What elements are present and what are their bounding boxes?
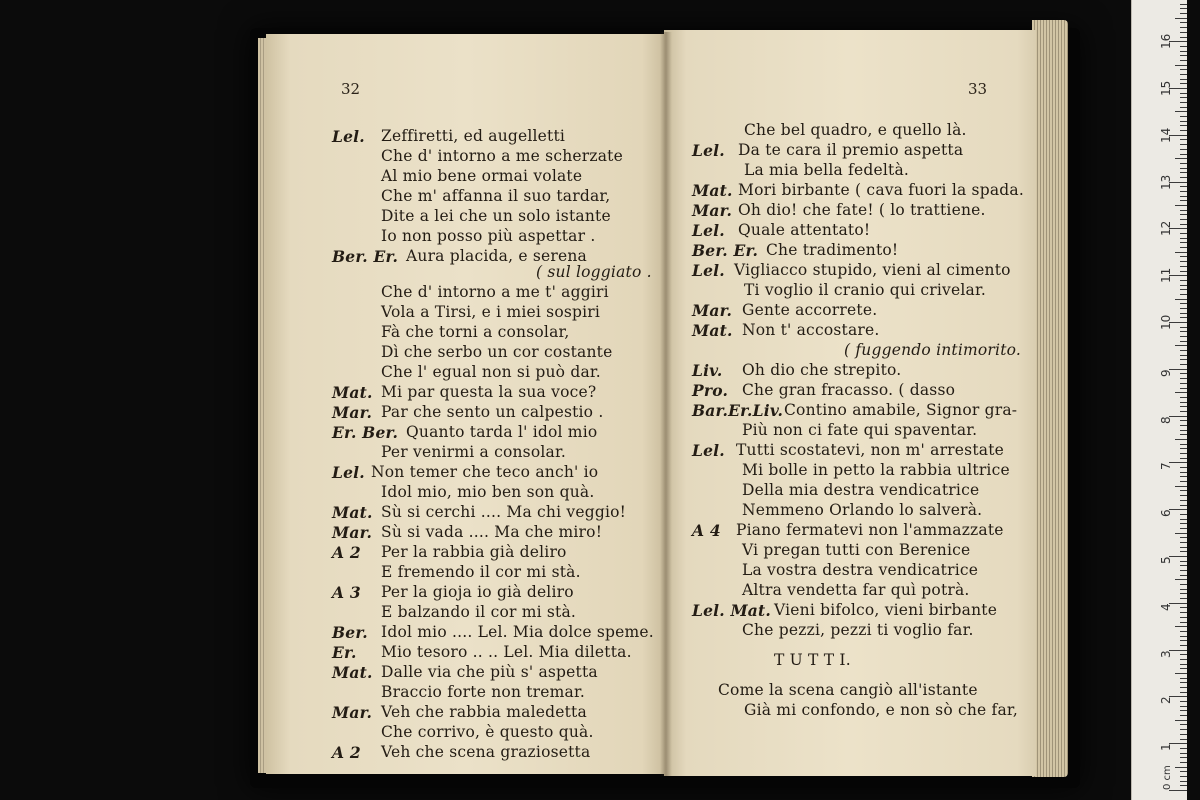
speaker-label: Ber. Er. xyxy=(332,247,399,266)
ruler-tick xyxy=(1180,214,1187,215)
ruler-tick xyxy=(1180,271,1187,272)
verse-line: Altra vendetta far quì potrà. xyxy=(742,581,970,599)
ruler-tick xyxy=(1180,233,1187,234)
ruler-tick xyxy=(1175,439,1187,440)
ruler-tick xyxy=(1180,125,1187,126)
ruler-tick xyxy=(1175,158,1187,159)
ruler-tick xyxy=(1180,448,1187,449)
ruler-tick xyxy=(1180,664,1187,665)
verse-line: Par che sento un calpestio . xyxy=(381,403,604,421)
ruler-tick xyxy=(1180,331,1187,332)
ruler-tick xyxy=(1175,345,1187,346)
ruler-tick xyxy=(1180,373,1187,374)
ruler-tick xyxy=(1180,781,1187,782)
ruler-number: 5 xyxy=(1159,556,1173,564)
verse-line: Zeffiretti, ed augelletti xyxy=(381,127,566,145)
verse-line: Dì che serbo un cor costante xyxy=(381,343,613,361)
verse-line: Che d' intorno a me scherzate xyxy=(381,147,623,165)
ruler-tick xyxy=(1180,69,1187,70)
verse-line: Io non posso più aspettar . xyxy=(381,227,596,245)
verse-line: Nemmeno Orlando lo salverà. xyxy=(742,501,983,519)
verse-line: Mi bolle in petto la rabbia ultrice xyxy=(742,461,1010,479)
ruler-tick xyxy=(1180,60,1187,61)
ruler-tick xyxy=(1180,280,1187,281)
ruler-tick xyxy=(1180,37,1187,38)
verse-line: Contino amabile, Signor gra- xyxy=(784,401,1018,419)
ruler-tick xyxy=(1180,107,1187,108)
verse-line: Più non ci fate qui spaventar. xyxy=(742,421,978,439)
speaker-label: A 2 xyxy=(332,743,361,762)
verse-line: Idol mio .... Lel. Mia dolce speme. xyxy=(381,623,654,641)
ruler-number: 3 xyxy=(1159,649,1173,658)
verse-line: Per la rabbia già deliro xyxy=(381,543,567,561)
verse-line: Che corrivo, è questo quà. xyxy=(381,723,594,741)
ruler-tick xyxy=(1180,640,1187,641)
ruler-tick xyxy=(1180,682,1187,683)
ruler-tick xyxy=(1175,392,1187,393)
ruler-tick xyxy=(1180,154,1187,155)
ruler-tick xyxy=(1180,116,1187,117)
ruler-tick xyxy=(1180,476,1187,477)
ruler-tick xyxy=(1180,383,1187,384)
verse-line: Come la scena cangiò all'istante xyxy=(718,681,978,699)
ruler-tick xyxy=(1180,32,1187,33)
verse-line: Che l' egual non si può dar. xyxy=(381,363,601,381)
ruler-tick xyxy=(1180,500,1187,501)
speaker-label: Pro. xyxy=(692,381,729,400)
verse-line: Non temer che teco anch' io xyxy=(371,463,599,481)
ruler-tick xyxy=(1180,505,1187,506)
speaker-label: Mar. xyxy=(332,403,373,422)
ruler-tick xyxy=(1180,715,1187,716)
verse-line: E balzando il cor mi stà. xyxy=(381,603,577,621)
right-page xyxy=(664,30,1036,776)
ruler-tick xyxy=(1180,79,1187,80)
right-page-edges xyxy=(1032,20,1068,777)
ruler-tick xyxy=(1180,771,1187,772)
ruler-tick xyxy=(1175,18,1187,19)
speaker-label: Lel. xyxy=(332,127,365,146)
ruler-tick xyxy=(1180,678,1187,679)
ruler-tick xyxy=(1180,102,1187,103)
ruler-tick xyxy=(1180,97,1187,98)
speaker-label: Lel. xyxy=(332,463,365,482)
speaker-label: Er. Ber. xyxy=(332,423,399,442)
ruler-tick xyxy=(1180,706,1187,707)
ruler-tick xyxy=(1180,388,1187,389)
ruler-tick xyxy=(1180,83,1187,84)
verse-line: Oh dio! che fate! ( lo trattiene. xyxy=(738,201,986,219)
ruler-tick xyxy=(1180,411,1187,412)
verse-line: Che tradimento! xyxy=(766,241,899,259)
ruler-tick xyxy=(1169,790,1187,791)
ruler-tick xyxy=(1180,27,1187,28)
stage-direction: ( sul loggiato . xyxy=(536,263,652,281)
ruler-tick xyxy=(1180,139,1187,140)
verse-line: Quanto tarda l' idol mio xyxy=(406,423,598,441)
ruler-tick xyxy=(1180,748,1187,749)
speaker-label: Lel. xyxy=(692,221,725,240)
verse-line: Per la gioja io già deliro xyxy=(381,583,574,601)
speaker-label: Mat. xyxy=(332,663,373,682)
ruler-tick xyxy=(1180,472,1187,473)
verse-line: Sù si cerchi .... Ma chi veggio! xyxy=(381,503,627,521)
speaker-label: Er. xyxy=(332,643,357,662)
speaker-label: Lel. xyxy=(692,441,725,460)
ruler-tick xyxy=(1180,378,1187,379)
verse-line: Vi pregan tutti con Berenice xyxy=(742,541,971,559)
ruler-tick xyxy=(1180,570,1187,571)
verse-line: Sù si vada .... Ma che miro! xyxy=(381,523,603,541)
verse-line: Piano fermatevi non l'ammazzate xyxy=(736,521,1004,539)
ruler-tick xyxy=(1180,308,1187,309)
verse-line: Mio tesoro .. .. Lel. Mia diletta. xyxy=(381,643,632,661)
verse-line: Che d' intorno a me t' aggiri xyxy=(381,283,609,301)
ruler-tick xyxy=(1180,397,1187,398)
speaker-label: Liv. xyxy=(692,361,723,380)
verse-line: Dalle via che più s' aspetta xyxy=(381,663,598,681)
ruler-tick xyxy=(1180,458,1187,459)
ruler-tick xyxy=(1180,444,1187,445)
ruler-tick xyxy=(1180,200,1187,201)
verse-line: Che bel quadro, e quello là. xyxy=(744,121,967,139)
verse-line: Vieni bifolco, vieni birbante xyxy=(774,601,998,619)
ruler-tick xyxy=(1180,22,1187,23)
ruler-tick xyxy=(1180,144,1187,145)
ruler-tick xyxy=(1180,514,1187,515)
ruler-tick xyxy=(1180,51,1187,52)
ruler-tick xyxy=(1180,350,1187,351)
speaker-label: A 2 xyxy=(332,543,361,562)
ruler-tick xyxy=(1180,8,1187,9)
verse-line: Della mia destra vendicatrice xyxy=(742,481,980,499)
ruler-tick xyxy=(1180,762,1187,763)
verse-line: Che m' affanna il suo tardar, xyxy=(381,187,611,205)
ruler-tick xyxy=(1180,537,1187,538)
verse-line: Ti voglio il cranio qui crivelar. xyxy=(744,281,986,299)
verse-line: Vola a Tirsi, e i miei sospiri xyxy=(381,303,601,321)
ruler-tick xyxy=(1180,636,1187,637)
ruler-number: 2 xyxy=(1159,696,1173,705)
ruler-tick xyxy=(1180,289,1187,290)
ruler-tick xyxy=(1180,701,1187,702)
ruler-tick xyxy=(1180,565,1187,566)
ruler-tick xyxy=(1175,767,1187,768)
ruler-tick xyxy=(1180,55,1187,56)
ruler-tick xyxy=(1180,93,1187,94)
ruler-tick xyxy=(1180,654,1187,655)
ruler-tick xyxy=(1180,355,1187,356)
verse-line: Fà che torni a consolar, xyxy=(381,323,570,341)
ruler-tick xyxy=(1180,186,1187,187)
ruler-tick xyxy=(1180,631,1187,632)
ruler-tick xyxy=(1180,739,1187,740)
ruler-tick xyxy=(1180,149,1187,150)
ruler-tick xyxy=(1180,121,1187,122)
verse-line: La mia bella fedeltà. xyxy=(744,161,910,179)
verse-line: T U T T I. xyxy=(774,651,851,669)
ruler-tick xyxy=(1180,364,1187,365)
verse-line: Vigliacco stupido, vieni al cimento xyxy=(734,261,1011,279)
verse-line: Idol mio, mio ben son quà. xyxy=(381,483,595,501)
ruler-tick xyxy=(1180,196,1187,197)
ruler-number: 11 xyxy=(1159,267,1173,284)
ruler-tick xyxy=(1180,598,1187,599)
ruler-tick xyxy=(1180,734,1187,735)
ruler-tick xyxy=(1180,224,1187,225)
ruler-number: 15 xyxy=(1159,80,1173,96)
verse-line: Che pezzi, pezzi ti voglio far. xyxy=(742,621,974,639)
ruler-tick xyxy=(1180,584,1187,585)
ruler-tick xyxy=(1175,579,1187,580)
verse-line: Già mi confondo, e non sò che far, xyxy=(744,701,1018,719)
ruler-number: 9 xyxy=(1159,369,1173,377)
book-gutter xyxy=(660,32,672,776)
ruler-tick xyxy=(1180,238,1187,239)
left-page xyxy=(266,34,666,774)
ruler-number: 7 xyxy=(1159,462,1173,471)
ruler-tick xyxy=(1180,247,1187,248)
ruler-tick xyxy=(1180,547,1187,548)
verse-line: Oh dio che strepito. xyxy=(742,361,902,379)
ruler-tick xyxy=(1180,724,1187,725)
page-number: 32 xyxy=(341,80,361,98)
ruler-tick xyxy=(1180,74,1187,75)
ruler-tick xyxy=(1180,776,1187,777)
ruler-tick xyxy=(1180,242,1187,243)
ruler-tick xyxy=(1180,303,1187,304)
verse-line: Veh che rabbia maledetta xyxy=(381,703,587,721)
speaker-label: A 3 xyxy=(332,583,361,602)
ruler-tick xyxy=(1180,13,1187,14)
verse-line: Gente accorrete. xyxy=(742,301,878,319)
ruler-unit-label: 0 cm xyxy=(1162,765,1173,790)
ruler-number: 16 xyxy=(1159,33,1173,50)
ruler-tick xyxy=(1175,205,1187,206)
verse-line: Da te cara il premio aspetta xyxy=(738,141,964,159)
ruler-tick xyxy=(1180,406,1187,407)
ruler-tick xyxy=(1180,313,1187,314)
speaker-label: Mar. xyxy=(332,703,373,722)
ruler-tick xyxy=(1180,219,1187,220)
ruler-tick xyxy=(1180,519,1187,520)
ruler-tick xyxy=(1180,687,1187,688)
verse-line: Al mio bene ormai volate xyxy=(381,167,583,185)
verse-line: Dite a lei che un solo istante xyxy=(381,207,611,225)
verse-line: Mori birbante ( cava fuori la spada. xyxy=(738,181,1024,199)
verse-line: E fremendo il cor mi stà. xyxy=(381,563,581,581)
ruler-tick xyxy=(1180,336,1187,337)
ruler-tick xyxy=(1180,729,1187,730)
ruler-tick xyxy=(1180,753,1187,754)
measuring-ruler xyxy=(1131,0,1187,800)
ruler-tick xyxy=(1180,692,1187,693)
ruler-tick xyxy=(1175,299,1187,300)
ruler-tick xyxy=(1175,720,1187,721)
ruler-tick xyxy=(1180,453,1187,454)
verse-line: Braccio forte non tremar. xyxy=(381,683,586,701)
ruler-tick xyxy=(1175,626,1187,627)
ruler-tick xyxy=(1180,168,1187,169)
speaker-label: Mat. xyxy=(692,181,733,200)
ruler-number: 8 xyxy=(1159,415,1173,424)
speaker-label: Ber. Er. xyxy=(692,241,759,260)
speaker-label: Bar.Er.Liv. xyxy=(692,401,784,420)
ruler-tick xyxy=(1180,561,1187,562)
ruler-tick xyxy=(1180,434,1187,435)
speaker-label: Lel. Mat. xyxy=(692,601,771,620)
verse-line: La vostra destra vendicatrice xyxy=(742,561,979,579)
speaker-label: Mar. xyxy=(332,523,373,542)
speaker-label: Mar. xyxy=(692,301,733,320)
ruler-tick xyxy=(1180,551,1187,552)
ruler-tick xyxy=(1180,668,1187,669)
ruler-tick xyxy=(1180,430,1187,431)
ruler-tick xyxy=(1180,617,1187,618)
speaker-label: Ber. xyxy=(332,623,368,642)
speaker-label: A 4 xyxy=(692,521,721,540)
ruler-number: 13 xyxy=(1159,174,1173,190)
ruler-tick xyxy=(1175,65,1187,66)
ruler-number: 14 xyxy=(1159,127,1173,143)
verse-line: Veh che scena graziosetta xyxy=(381,743,591,761)
page-number: 33 xyxy=(968,80,988,98)
ruler-tick xyxy=(1180,177,1187,178)
ruler-tick xyxy=(1180,327,1187,328)
ruler-tick xyxy=(1180,607,1187,608)
verse-line: Mi par questa la sua voce? xyxy=(381,383,597,401)
ruler-tick xyxy=(1180,575,1187,576)
ruler-number: 12 xyxy=(1159,221,1173,237)
verse-line: Per venirmi a consolar. xyxy=(381,443,566,461)
ruler-tick xyxy=(1180,420,1187,421)
ruler-tick xyxy=(1175,533,1187,534)
ruler-tick xyxy=(1180,4,1187,5)
ruler-tick xyxy=(1180,130,1187,131)
ruler-tick xyxy=(1180,402,1187,403)
ruler-tick xyxy=(1180,210,1187,211)
speaker-label: Mat. xyxy=(332,503,373,522)
verse-line: Quale attentato! xyxy=(738,221,871,239)
ruler-number: 10 xyxy=(1159,314,1173,330)
ruler-tick xyxy=(1180,757,1187,758)
ruler-tick xyxy=(1180,467,1187,468)
ruler-tick xyxy=(1175,252,1187,253)
ruler-tick xyxy=(1180,542,1187,543)
ruler-tick xyxy=(1180,285,1187,286)
ruler-tick xyxy=(1180,317,1187,318)
ruler-tick xyxy=(1180,490,1187,491)
speaker-label: Mar. xyxy=(692,201,733,220)
ruler-tick xyxy=(1180,785,1187,786)
verse-line: Tutti scostatevi, non m' arrestate xyxy=(736,441,1004,459)
ruler-tick xyxy=(1180,359,1187,360)
ruler-tick xyxy=(1180,710,1187,711)
ruler-tick xyxy=(1180,622,1187,623)
ruler-tick xyxy=(1180,593,1187,594)
ruler-tick xyxy=(1180,163,1187,164)
ruler-number: 6 xyxy=(1159,509,1173,518)
ruler-tick xyxy=(1180,481,1187,482)
ruler-number: 4 xyxy=(1159,603,1173,611)
verse-line: Non t' accostare. xyxy=(742,321,880,339)
speaker-label: Lel. xyxy=(692,261,725,280)
ruler-tick xyxy=(1180,191,1187,192)
ruler-tick xyxy=(1180,256,1187,257)
ruler-tick xyxy=(1180,528,1187,529)
speaker-label: Mat. xyxy=(692,321,733,340)
ruler-tick xyxy=(1180,425,1187,426)
speaker-label: Mat. xyxy=(332,383,373,402)
ruler-tick xyxy=(1180,341,1187,342)
speaker-label: Lel. xyxy=(692,141,725,160)
verse-line: Che gran fracasso. ( dasso xyxy=(742,381,956,399)
ruler-tick xyxy=(1180,659,1187,660)
ruler-tick xyxy=(1180,266,1187,267)
ruler-tick xyxy=(1180,46,1187,47)
ruler-tick xyxy=(1180,645,1187,646)
ruler-tick xyxy=(1180,294,1187,295)
verse-line: Aura placida, e serena xyxy=(406,247,587,265)
ruler-tick xyxy=(1175,673,1187,674)
stage-direction: ( fuggendo intimorito. xyxy=(844,341,1022,359)
ruler-tick xyxy=(1180,612,1187,613)
ruler-tick xyxy=(1180,495,1187,496)
ruler-number: 1 xyxy=(1159,743,1173,752)
ruler-tick xyxy=(1180,172,1187,173)
ruler-tick xyxy=(1180,523,1187,524)
ruler-tick xyxy=(1175,486,1187,487)
ruler-tick xyxy=(1180,589,1187,590)
ruler-tick xyxy=(1180,261,1187,262)
ruler-tick xyxy=(1175,111,1187,112)
